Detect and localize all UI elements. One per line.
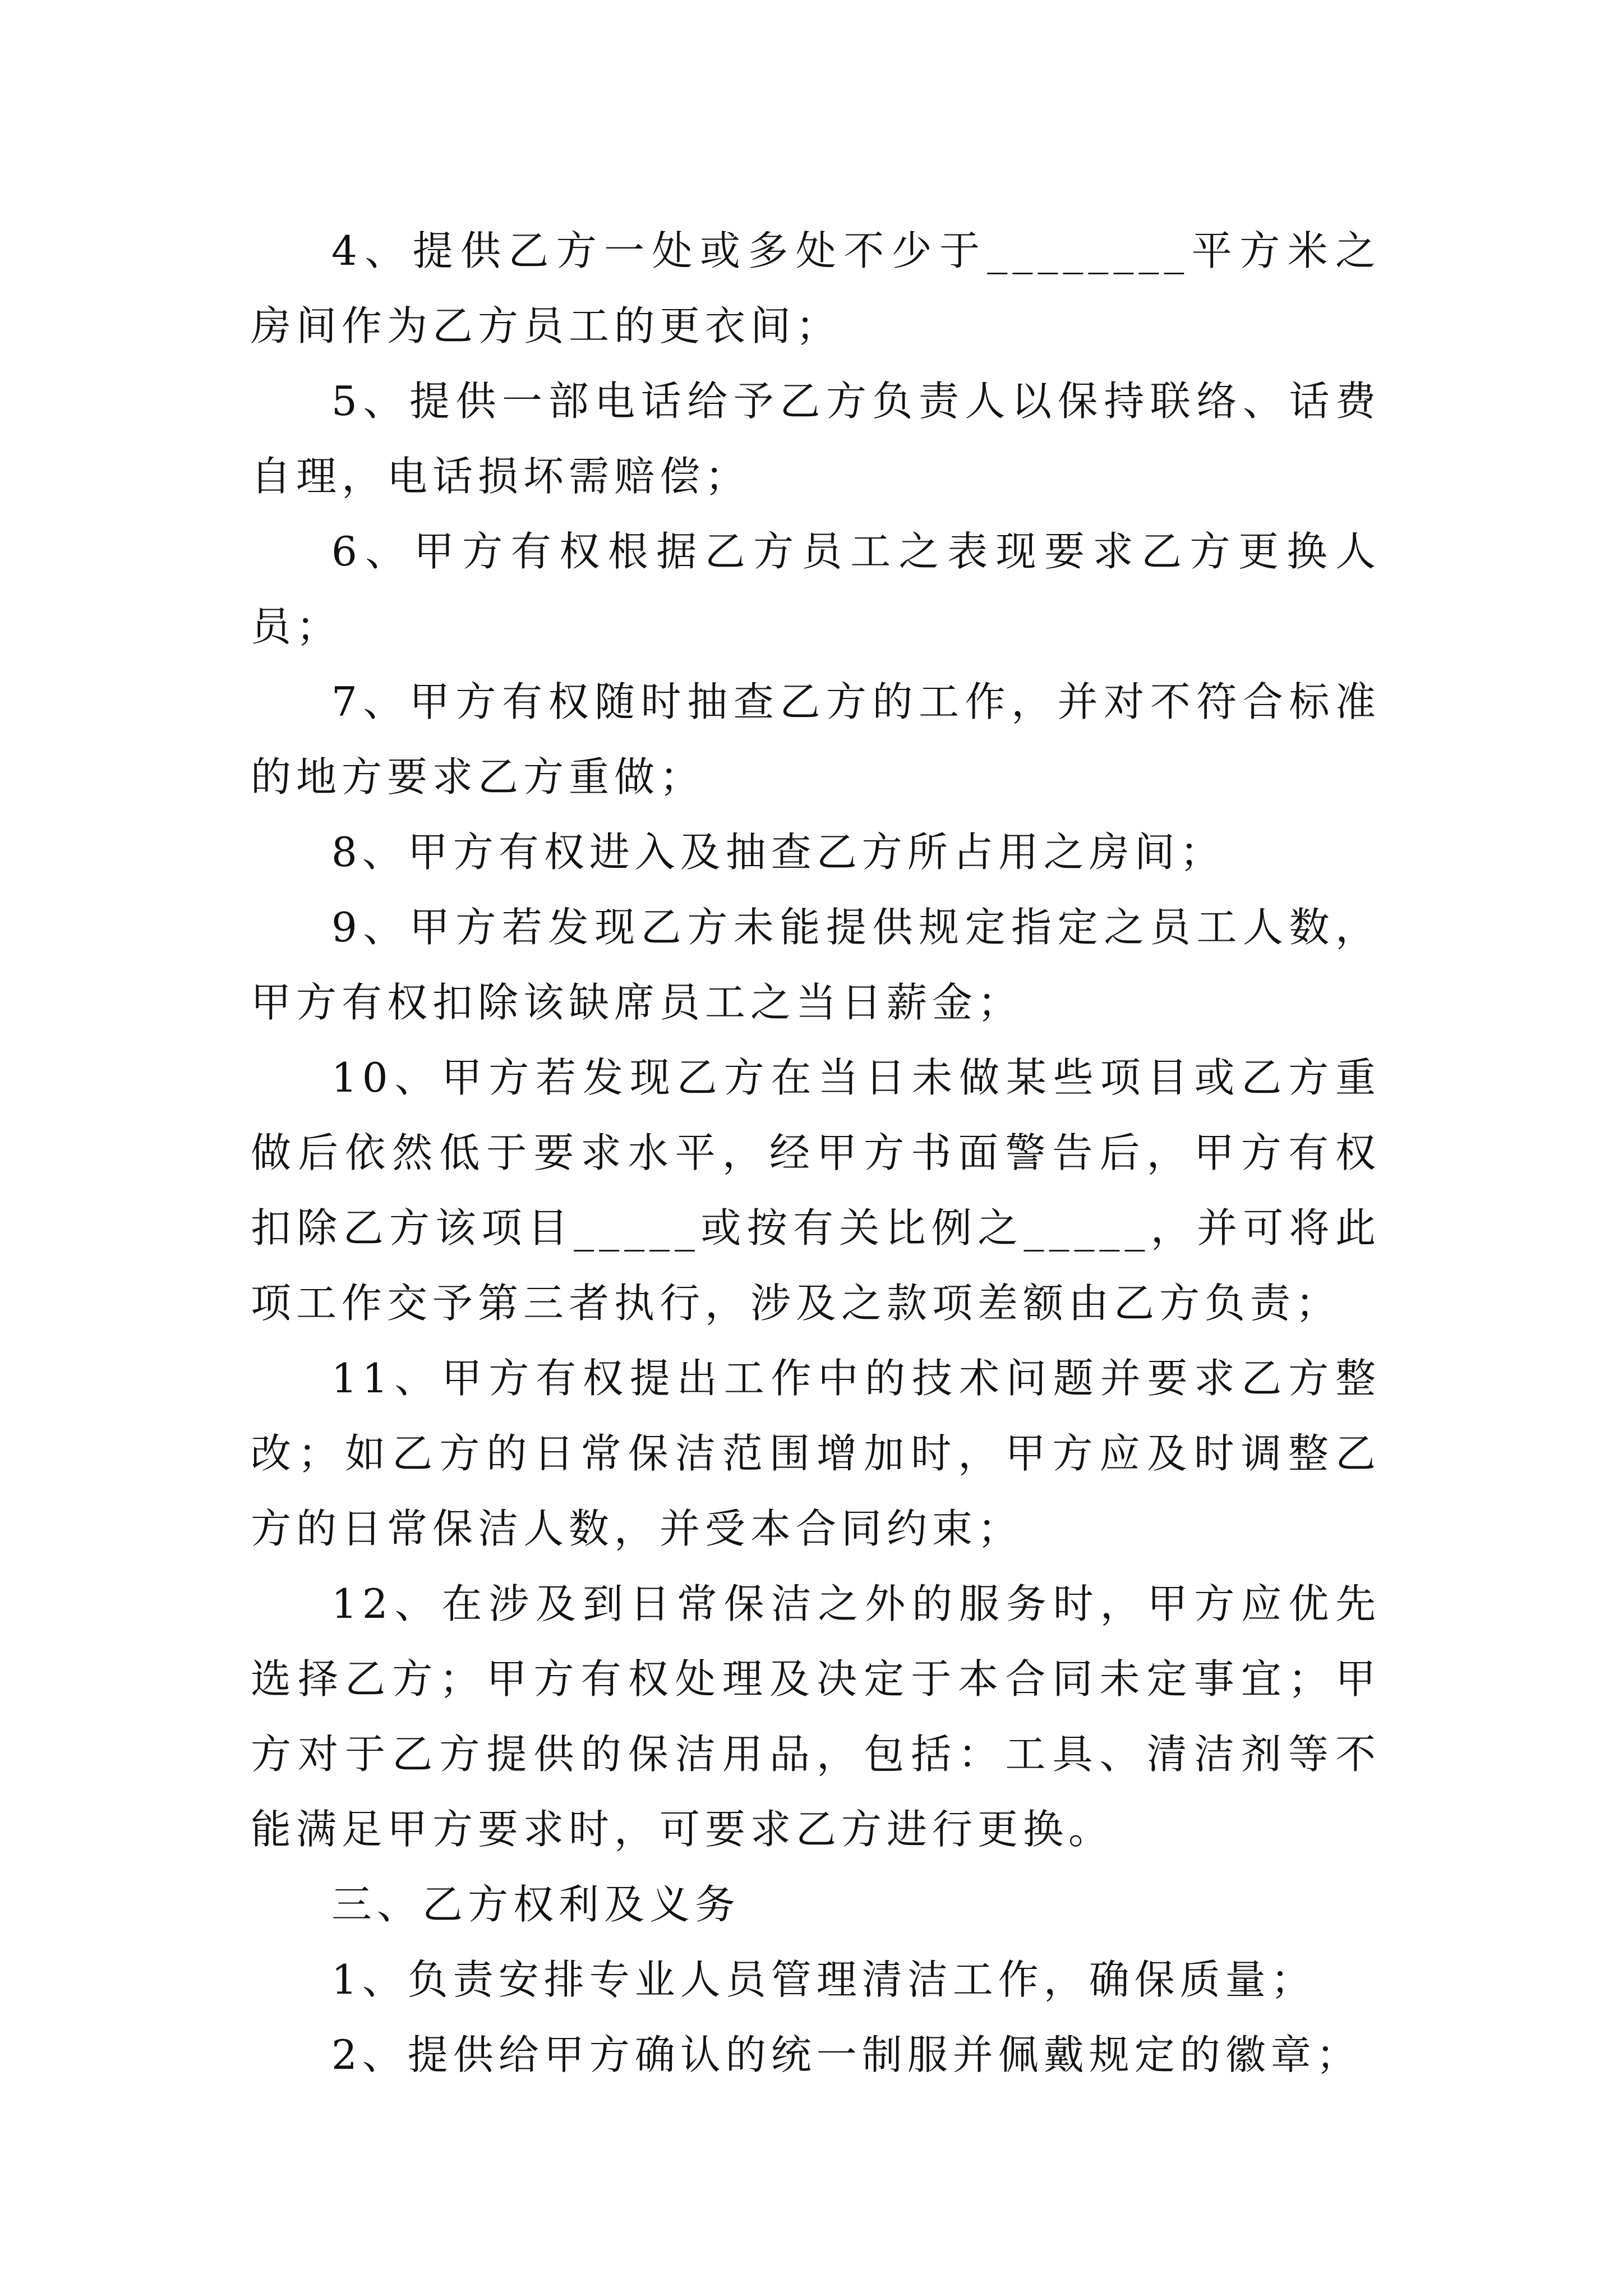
clause-8: 8、甲方有权进入及抽查乙方所占用之房间；	[331, 829, 1225, 876]
clause-5: 5、提供一部电话给予乙方负责人以保持联络、话费自理，电话损坏需赔偿；	[251, 378, 1381, 500]
clause-12: 12、在涉及到日常保洁之外的服务时，甲方应优先选择乙方；甲方有权处理及决定于本合同未定事宜；甲方对于乙方提供的保洁用品，包括：工具、清洁剂等不能满足甲方要求时，可要求乙方进行更换。	[251, 1580, 1381, 1853]
section-heading-3: 三、乙方权利及义务	[331, 1881, 741, 1928]
clause-10: 10、甲方若发现乙方在当日未做某些项目或乙方重做后依然低于要求水平，经甲方书面警告后，甲方有权扣除乙方该项目_____或按有关比例之_____，并可将此项工作交予第三者执行，涉及之款项差额由乙方负责；	[251, 1054, 1381, 1327]
obligation-2: 2、提供给甲方确认的统一制服并佩戴规定的徽章；	[331, 2031, 1362, 2078]
clause-11: 11、甲方有权提出工作中的技术问题并要求乙方整改；如乙方的日常保洁范围增加时，甲方应及时调整乙方的日常保洁人数，并受本合同约束；	[251, 1355, 1381, 1552]
clause-4: 4、提供乙方一处或多处不少于________平方米之房间作为乙方员工的更衣间；	[251, 227, 1381, 349]
clause-6: 6、甲方有权根据乙方员工之表现要求乙方更换人员；	[251, 528, 1381, 650]
obligation-1: 1、负责安排专业人员管理清洁工作，确保质量；	[331, 1956, 1316, 2003]
contract-body	[251, 213, 1381, 2092]
clause-9: 9、甲方若发现乙方未能提供规定指定之员工人数，甲方有权扣除该缺席员工之当日薪金；	[251, 904, 1381, 1026]
clause-7: 7、甲方有权随时抽查乙方的工作，并对不符合标准的地方要求乙方重做；	[251, 678, 1381, 800]
